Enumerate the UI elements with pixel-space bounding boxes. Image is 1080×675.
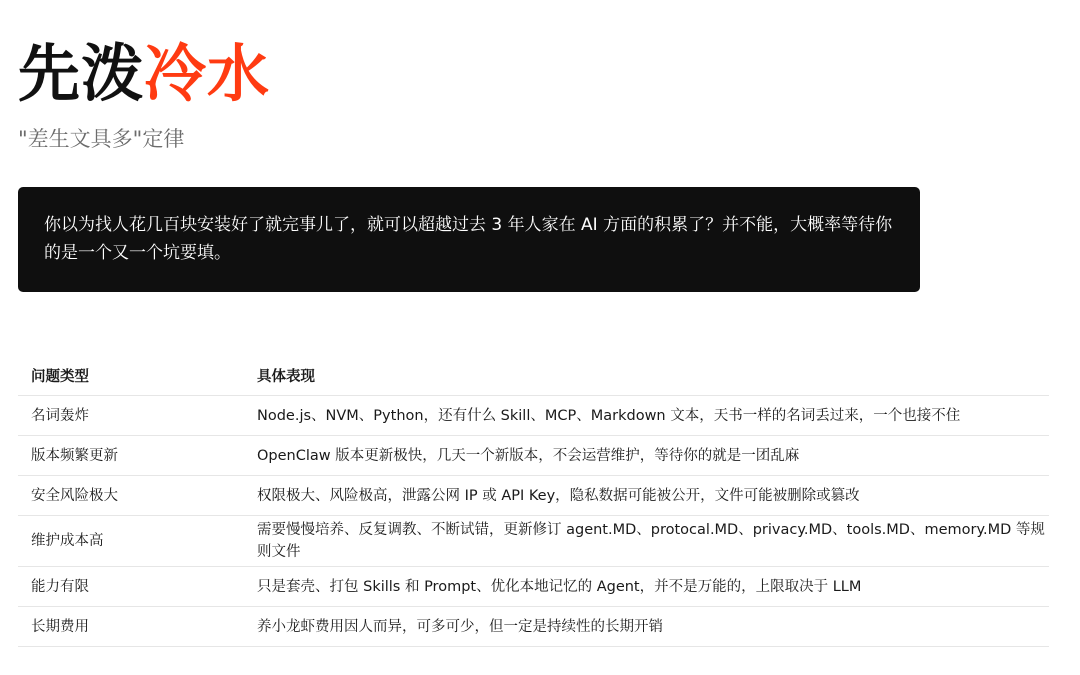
cell-type: 版本频繁更新 [18,436,244,476]
table-row [18,516,1049,567]
column-header-type: 问题类型 [18,355,244,396]
page-subtitle: "差生文具多"定律 [18,127,185,151]
cell-type: 能力有限 [18,567,244,607]
title-accent-part: 冷水 [144,37,271,110]
quote-text: 你以为找人花几百块安装好了就完事儿了，就可以超越过去 3 年人家在 AI 方面的积累了？并不能，大概率等待你的是一个又一个坑要填。 [44,215,893,263]
table-row [18,436,1049,476]
cell-type: 维护成本高 [18,516,244,567]
cell-detail: Node.js、NVM、Python，还有什么 Skill、MCP、Markdown 文本，天书一样的名词丢过来，一个也接不住 [244,396,1049,436]
cell-detail: 养小龙虾费用因人而异，可多可少，但一定是持续性的长期开销 [244,607,1049,647]
table-row [18,567,1049,607]
cell-detail: OpenClaw 版本更新极快，几天一个新版本，不会运营维护，等待你的就是一团乱麻 [244,436,1049,476]
issues-table [18,355,1049,647]
cell-detail: 只是套壳、打包 Skills 和 Prompt、优化本地记忆的 Agent，并不是万能的，上限取决于 LLM [244,567,1049,607]
page-title [18,36,270,112]
cell-type: 安全风险极大 [18,476,244,516]
table-header-row [18,355,1049,396]
table-row [18,396,1049,436]
table-row [18,607,1049,647]
cell-detail: 权限极大、风险极高，泄露公网 IP 或 API Key，隐私数据可能被公开，文件可能被删除或篡改 [244,476,1049,516]
title-dark-part: 先泼 [18,37,145,110]
cell-type: 名词轰炸 [18,396,244,436]
cell-detail: 需要慢慢培养、反复调教、不断试错，更新修订 agent.MD、protocal.MD、privacy.MD、tools.MD、memory.MD 等规则文件 [244,516,1049,567]
column-header-detail: 具体表现 [244,355,1049,396]
quote-box [18,187,920,292]
table-row [18,476,1049,516]
cell-type: 长期费用 [18,607,244,647]
